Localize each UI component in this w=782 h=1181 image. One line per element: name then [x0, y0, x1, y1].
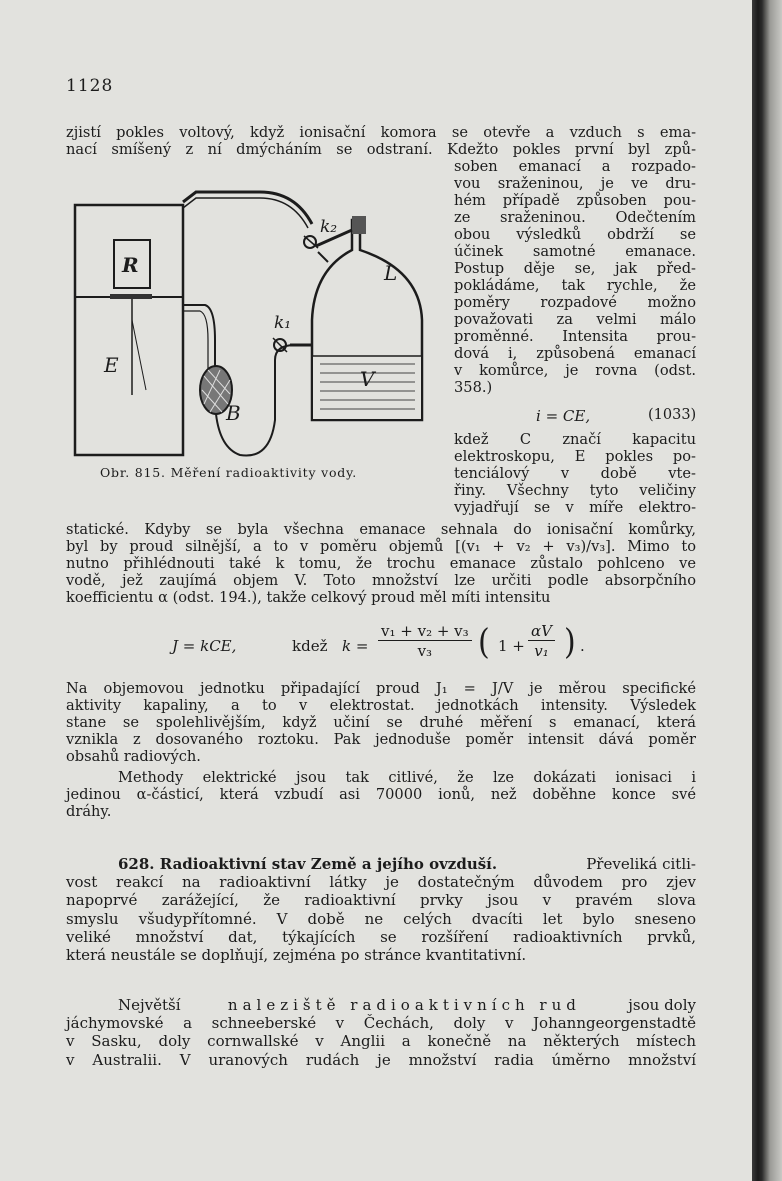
- figure-815-apparatus: [70, 180, 440, 465]
- text-line: vznikla z dosovaného roztoku. Pak jednoduše poměr intensit dává poměr: [66, 731, 696, 748]
- label-E: E: [104, 353, 119, 377]
- text-line: jáchymovské a schneeberské v Čechách, doly v Johanngeorgenstadtě: [66, 1014, 696, 1033]
- text-line: byl by proud silnější, a to v poměru objemů [(v₁ + v₂ + v₃)/v₃]. Mimo to: [66, 538, 696, 555]
- deposits-first-line: [66, 996, 696, 1014]
- section-628: [66, 855, 696, 964]
- formula-one-plus: 1 +: [498, 637, 525, 655]
- text-line: ze sraženinou. Odečtením: [454, 209, 696, 226]
- fraction-numerator: v₁ + v₂ + v₃: [378, 622, 472, 641]
- text-line: zjistí pokles voltový, když ionisační komora se otevře a vzduch s ema-: [66, 124, 696, 141]
- formula-end: .: [580, 637, 585, 655]
- text-line: obsahů radiových.: [66, 748, 201, 765]
- formula-volume-fraction: [378, 622, 472, 661]
- text-line: vost reakcí na radioaktivní látky je dostatečným důvodem pro zjev: [66, 873, 696, 892]
- text-line: smyslu všudypřítomné. V době ne celých dvacíti let bylo sneseno: [66, 909, 696, 928]
- text-line: v Australii. V uranových rudách je množství radia úměrno množství: [66, 1050, 696, 1069]
- label-L: L: [384, 261, 398, 285]
- page-number: 1128: [66, 76, 114, 96]
- page-binding-edge: [752, 0, 782, 1181]
- text-line: obou výsledků obdrží se: [454, 226, 696, 243]
- label-k1: k₁: [274, 313, 292, 333]
- text-line: vyjadřují se v míře elektro-: [454, 499, 696, 516]
- equation-number: (1033): [648, 407, 697, 423]
- fraction-denominator: v₁: [534, 642, 549, 660]
- side-column-text-2: [454, 431, 696, 516]
- paragraph-emanation: [66, 521, 696, 606]
- label-B: B: [226, 401, 241, 425]
- side-column-text: [454, 158, 696, 396]
- equation-1033: i = CE,: [536, 407, 591, 425]
- fraction-numerator: αV: [528, 622, 555, 641]
- text-line: stane se spolehlivějším, když učiní se druhé měření s emanací, která: [66, 714, 696, 731]
- section-heading: 628. Radioaktivní stav Země a jejího ovzduší.: [118, 855, 498, 873]
- text-line: jedinou α-částicí, která vzbudí asi 70000 ionů, než doběhne konce své: [66, 786, 696, 803]
- text-line: hém případě způsoben pou-: [454, 192, 696, 209]
- text-line: veliké množství dat, týkajících se rozšíření radioaktivních prvků,: [66, 927, 696, 946]
- text-line: proměnné. Intensita prou-: [454, 328, 696, 345]
- intensity-formula: [172, 622, 592, 670]
- formula-alpha-fraction: [528, 622, 555, 661]
- label-R: R: [122, 253, 139, 277]
- label-k2: k₂: [320, 217, 338, 237]
- electroscope-box: [75, 205, 183, 455]
- spaced-emphasis: naleziště radioaktivních rud: [227, 996, 581, 1014]
- text-line: Postup děje se, jak před-: [454, 260, 696, 277]
- text-line: Na objemovou jednotku připadající proud J₁ = J/V je měrou specifické: [66, 680, 696, 697]
- figure-caption: Obr. 815. Měření radioaktivity vody.: [100, 465, 358, 480]
- intro-paragraph: [66, 124, 696, 158]
- text-line: Methody elektrické jsou tak citlivé, že lze dokázati ionisaci i: [118, 769, 696, 786]
- formula-k: k =: [342, 637, 369, 655]
- text-line: koefficientu α (odst. 194.), takže celkový proud měl míti intensitu: [66, 589, 551, 606]
- text-line: kdež C značí kapacitu: [454, 431, 696, 448]
- text-line: pokládáme, tak rychle, že: [454, 277, 696, 294]
- text-line: vodě, jež zaujímá objem V. Toto množství lze určiti podle absorpčního: [66, 572, 696, 589]
- text-line: v Sasku, doly cornwallské v Anglii a konečně na některých místech: [66, 1032, 696, 1051]
- text-fragment: Největší: [118, 996, 181, 1014]
- text-line: napoprvé zarážející, že radioaktivní prvky jsou v pravém slova: [66, 891, 696, 910]
- paren-close: ): [564, 622, 576, 663]
- text-line: poměry rozpadové možno: [454, 294, 696, 311]
- text-fragment: Převeliká citli-: [586, 855, 696, 873]
- text-line: elektroskopu, E pokles po-: [454, 448, 696, 465]
- formula-kdez: kdež: [292, 637, 328, 655]
- text-line: tenciálový v době vte-: [454, 465, 696, 482]
- text-line: soben emanací a rozpado-: [454, 158, 696, 175]
- text-line: považovati za velmi málo: [454, 311, 696, 328]
- paragraph-deposits: [66, 996, 696, 1069]
- text-line: účinek samotné emanace.: [454, 243, 696, 260]
- text-line: dráhy.: [66, 803, 112, 820]
- text-line: nací smíšený z ní dmýcháním se odstraní. Kdežto pokles první byl způ-: [66, 141, 696, 158]
- text-line: 358.): [454, 379, 493, 396]
- text-fragment: jsou doly: [628, 996, 696, 1014]
- text-line: řiny. Všechny tyto veličiny: [454, 482, 696, 499]
- text-line: statické. Kdyby se byla všechna emanace sehnala do ionisační komůrky,: [66, 521, 696, 538]
- paragraph-methods: [66, 769, 696, 820]
- text-line: nutno přihlédnouti také k tomu, že trochu emanace zůstalo pohlceno ve: [66, 555, 696, 572]
- text-line: vou sraženinou, je ve dru-: [454, 175, 696, 192]
- text-line: v komůrce, je rovna (odst.: [454, 362, 696, 379]
- text-line: aktivity kapaliny, a to v elektrostat. jednotkách intensity. Výsledek: [66, 697, 696, 714]
- text-line: dová i, způsobená emanací: [454, 345, 696, 362]
- fraction-denominator: v₃: [417, 642, 433, 660]
- formula-lhs: J = kCE,: [172, 637, 237, 655]
- text-line: která neustále se doplňují, zejména po stránce kvantitativní.: [66, 946, 527, 965]
- label-V: V: [360, 367, 375, 391]
- paragraph-specific-activity: [66, 680, 696, 765]
- section-first-line: [66, 855, 696, 873]
- paren-open: (: [478, 622, 490, 663]
